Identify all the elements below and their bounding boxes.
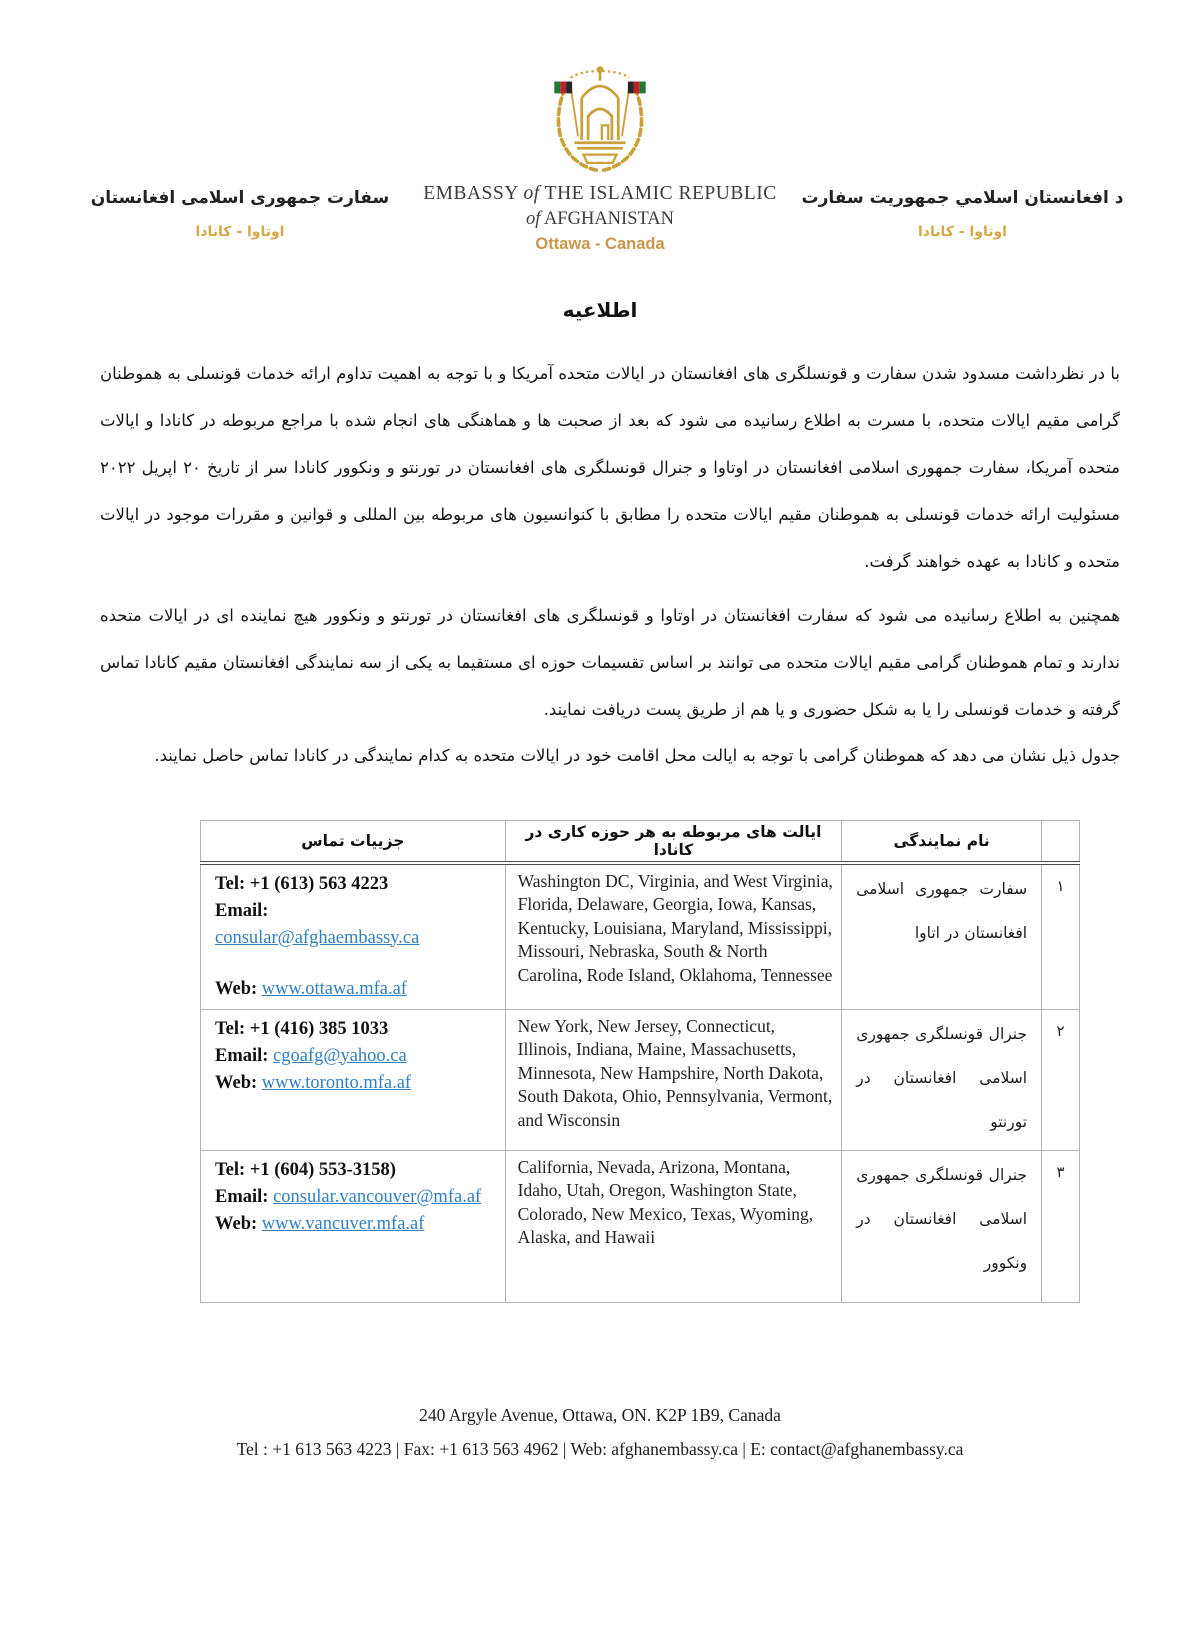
representation-name-cell: جنرال قونسلگری جمهوری اسلامی افغانستان در تورنتو (842, 1009, 1042, 1150)
email-line (215, 1043, 495, 1070)
tel-line (215, 871, 495, 898)
representation-name-cell: جنرال قونسلگری جمهوری اسلامی افغانستان در ونکوور (842, 1150, 1042, 1302)
letterhead-pashto-subtitle: اوتاوا - کانادا (918, 224, 1007, 240)
header-representation-name: نام نمایندگی (842, 821, 1042, 863)
letterhead-dari-subtitle: اوتاوا - کانادا (195, 224, 285, 240)
paragraph-3: جدول ذیل نشان می دهد که هموطنان گرامی با توجه به ایالت محل اقامت خود در ایالات متحده به کدام نمایندگی در کانادا تماس حاصل نمایند. (154, 746, 1120, 765)
representation-name-cell: سفارت جمهوری اسلامی افغانستان در اتاوا (842, 863, 1042, 1010)
states-cell: Washington DC, Virginia, and West Virginia, Florida, Delaware, Georgia, Iowa, Kansas, Kentucky, Louisiana, Maryland, Mississippi, Missouri, Nebraska, South & North Carolina, Rode Island, Oklahoma, Tennessee (505, 863, 842, 1010)
tel-label: Tel: (215, 1159, 246, 1180)
email-line (215, 925, 495, 952)
header-contact-details: جزییات تماس (201, 821, 506, 863)
tel-line (215, 1157, 495, 1184)
letterhead-english-line2 (405, 209, 795, 230)
web-line (215, 1070, 495, 1097)
tel-label: Tel: (215, 1018, 246, 1039)
email-label: Email: (215, 1045, 269, 1066)
web-link[interactable]: www.toronto.mfa.af (261, 1072, 412, 1093)
table-row (201, 863, 1080, 1010)
letterhead-english (405, 183, 795, 254)
letterhead-en2-of: of (525, 209, 541, 229)
table-row (201, 1009, 1080, 1150)
email-label: Email: (215, 1186, 269, 1207)
email-link[interactable]: cgoafg@yahoo.ca (273, 1045, 407, 1066)
letterhead-dari (70, 188, 410, 240)
notice-title: اطلاعیه (562, 298, 638, 322)
email-label: Email: (215, 900, 269, 921)
row-number: ۳ (1042, 1150, 1080, 1302)
web-link[interactable]: www.vancuver.mfa.af (261, 1213, 425, 1234)
page-footer (0, 1398, 1200, 1466)
web-label: Web: (215, 1213, 258, 1234)
footer-address: 240 Argyle Avenue, Ottawa, ON. K2P 1B9, Canada (419, 1405, 781, 1425)
web-line (215, 976, 495, 1003)
tel-value: +1 (613) 563 4223 (249, 873, 389, 894)
spacer (215, 952, 495, 976)
letterhead-pashto (790, 188, 1135, 240)
tel-line (215, 1016, 495, 1043)
email-link[interactable]: consular.vancouver@mfa.af (273, 1186, 482, 1207)
paragraph-2: همچنین به اطلاع رسانیده می شود که سفارت افغانستان در اوتاوا و قونسلگری های افغانستان در تورنتو و ونکوور هیچ نماینده ای در ایالات متحده ندارند و تمام هموطنان گرامی مقیم ایالات متحده می توانند بر اساس تقسیمات حوزه ای مستقیما به یکی از سه نمایندگی افغانستان مقیم کانادا تماس گرفته و خدمات قونسلی را یا به شکل حضوری و یا هم از طریق پست دریافت نمایند. (100, 606, 1120, 719)
web-label: Web: (215, 978, 258, 999)
web-label: Web: (215, 1072, 258, 1093)
footer-contact-line: Tel : +1 613 563 4223 | Fax: +1 613 563 4962 | Web: afghanembassy.ca | E: contact@afghanembassy.ca (236, 1439, 964, 1459)
table-row (201, 1150, 1080, 1302)
representations-table (200, 820, 1080, 1303)
email-label-line (215, 898, 495, 925)
letterhead-dari-title: سفارت جمهوری اسلامی افغانستان (90, 188, 390, 208)
tel-label: Tel: (215, 873, 246, 894)
letterhead-en2-b: AFGHANISTAN (540, 209, 675, 229)
afghanistan-emblem-icon (536, 58, 664, 180)
web-line (215, 1211, 495, 1238)
states-cell: California, Nevada, Arizona, Montana, Idaho, Utah, Oregon, Washington State, Colorado, New Mexico, Texas, Wyoming, Alaska, and Hawaii (505, 1150, 842, 1302)
letterhead-en1-a: EMBASSY (423, 183, 524, 204)
letterhead-english-line1 (405, 183, 795, 205)
paragraph-1: با در نظرداشت مسدود شدن سفارت و قونسلگری های افغانستان در ایالات متحده آمریکا و با توجه به اهمیت تداوم ارائه خدمات قونسلی به هموطنان گرامی مقیم ایالات متحده، با مسرت به اطلاع رسانیده می شود که بعد از صحبت ها و هماهنگی های انجام شده با مراجع مربوطه در کانادا و ایالات متحده آمریکا، سفارت جمهوری اسلامی افغانستان در اوتاوا و جنرال قونسلگری های افغانستان در تورنتو و ونکوور کانادا سر از تاریخ ۲۰ اپریل ۲۰۲۲ مسئولیت ارائه خدمات قونسلی به هموطنان مقیم ایالات متحده را مطابق با کنوانسیون های مربوطه بین المللی و قوانین و مقررات موجود در ایالات متحده و کانادا به عهده خواهند گرفت. (100, 364, 1120, 571)
row-number: ۱ (1042, 863, 1080, 1010)
email-link[interactable]: consular@afghaembassy.ca (215, 927, 420, 948)
row-number: ۲ (1042, 1009, 1080, 1150)
tel-value: +1 (416) 385 1033 (249, 1018, 389, 1039)
letterhead-pashto-title: د افغانستان اسلامي جمهوريت سفارت (801, 188, 1124, 208)
tel-value: +1 (604) 553-3158) (249, 1159, 396, 1180)
email-line (215, 1184, 495, 1211)
letterhead-en1-of: of (523, 183, 540, 204)
header-states-column: ایالت های مربوطه به هر حوزه کاری در کانادا (505, 821, 842, 863)
contact-cell (201, 863, 506, 1010)
web-link[interactable]: www.ottawa.mfa.af (261, 978, 407, 999)
table-header-row (201, 821, 1080, 863)
contact-cell (201, 1009, 506, 1150)
states-cell: New York, New Jersey, Connecticut, Illinois, Indiana, Maine, Massachusetts, Minnesota, New Hampshire, North Dakota, South Dakota, Ohio, Pennsylvania, Vermont, and Wisconsin (505, 1009, 842, 1150)
header-number-column (1042, 821, 1080, 863)
letterhead-english-line3: Ottawa - Canada (535, 235, 665, 253)
letterhead-en1-b: THE ISLAMIC REPUBLIC (539, 183, 777, 204)
contact-cell (201, 1150, 506, 1302)
